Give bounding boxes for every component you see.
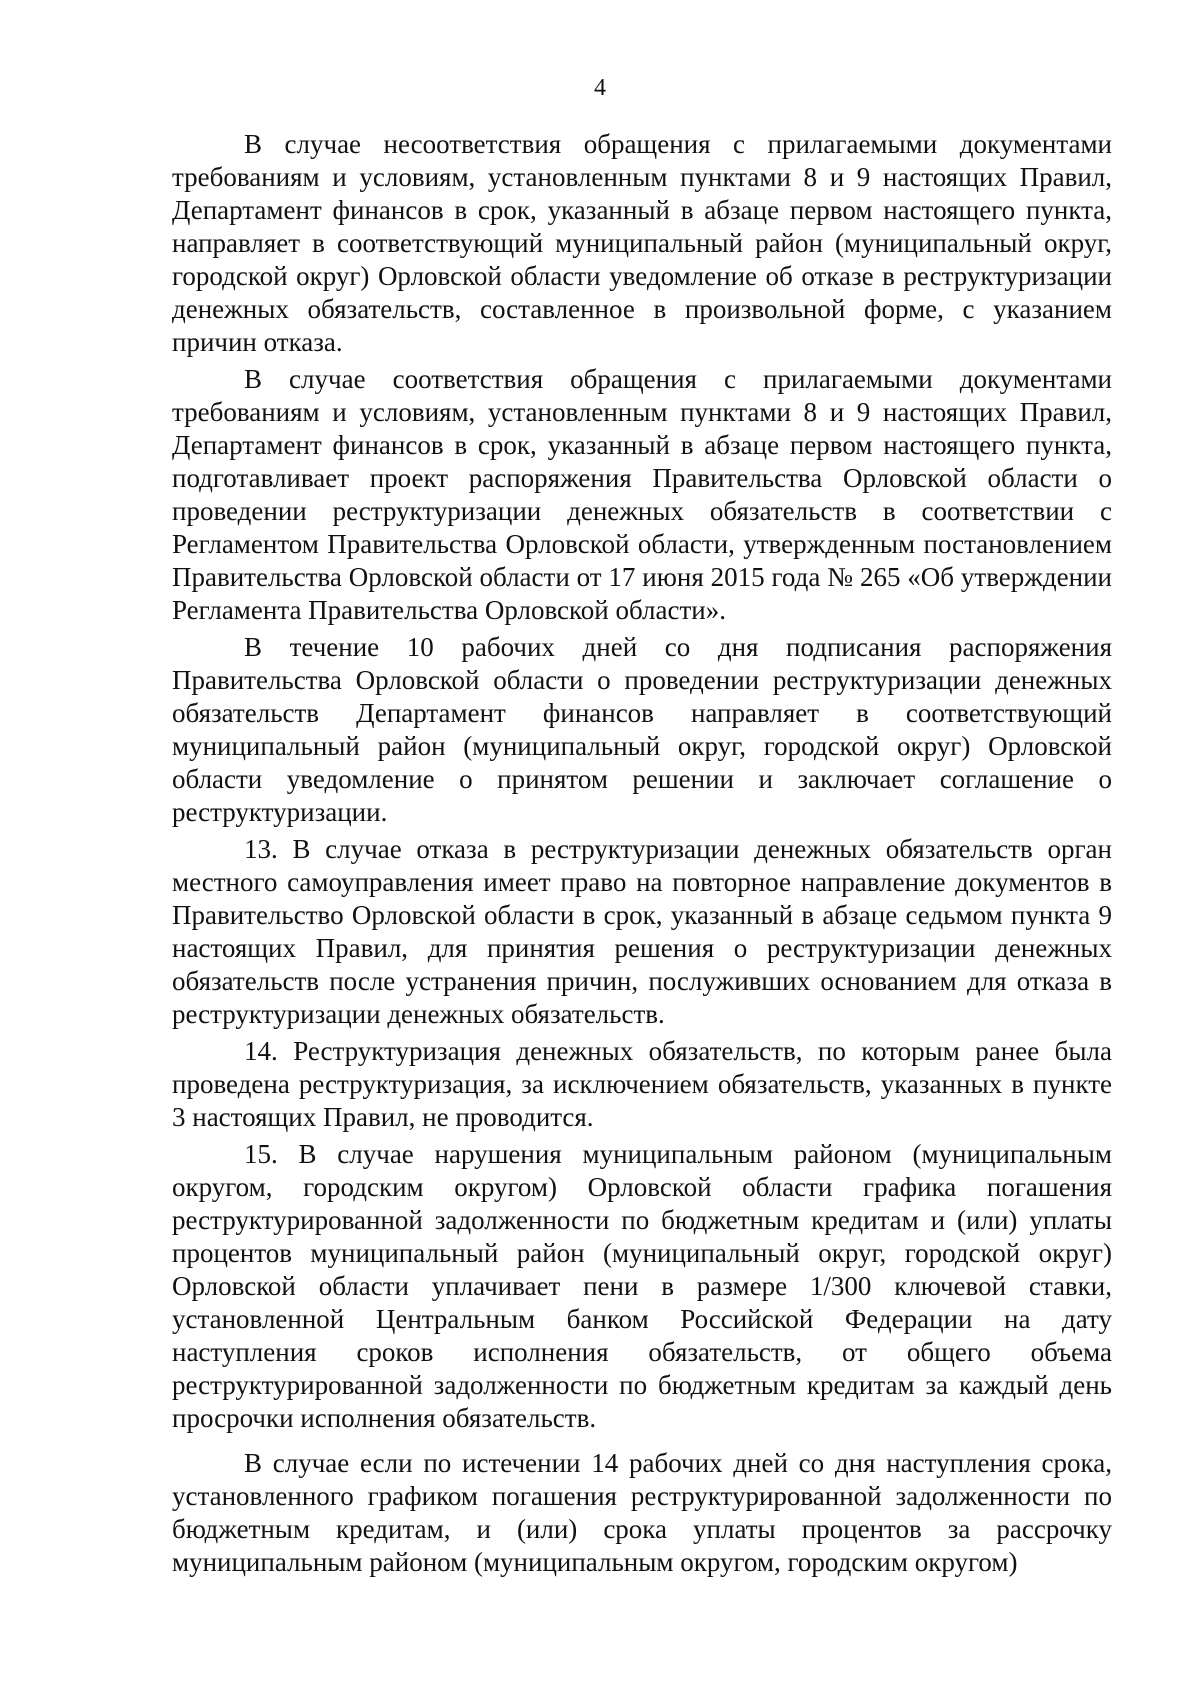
paragraph-refusal-notice: В случае несоответствия обращения с прилагаемыми документами требованиям и условиям, установленным пунктами 8 и 9 настоящих Правил, Департамент финансов в срок, указанный в абзаце первом настоящего пункта, направляет в соответствующий муниципальный район (муниципальный округ, городской округ) Орловской области уведомление об отказе в реструктуризации денежных обязательств, составленное в произвольной форме, с указанием причин отказа. <box>172 129 1112 357</box>
page-number: 4 <box>594 75 606 101</box>
paragraph-item-14: 14. Реструктуризация денежных обязательств, по которым ранее была проведена реструктуризация, за исключением обязательств, указанных в пункте 3 настоящих Правил, не проводится. <box>172 1036 1112 1132</box>
paragraph-item-13: 13. В случае отказа в реструктуризации денежных обязательств орган местного самоуправления имеет право на повторное направление документов в Правительство Орловской области в срок, указанный в абзаце седьмом пункта 9 настоящих Правил, для принятия решения о реструктуризации денежных обязательств после устранения причин, послуживших основанием для отказа в реструктуризации денежных обязательств. <box>172 834 1112 1029</box>
document-body <box>172 128 1112 1579</box>
paragraph-item-15: 15. В случае нарушения муниципальным районом (муниципальным округом, городским округом) Орловской области графика погашения реструктурированной задолженности по бюджетным кредитам и (или) уплаты процентов муниципальный район (муниципальный округ, городской округ) Орловской области уплачивает пени в размере 1/300 ключевой ставки, установленной Центральным банком Российской Федерации на дату наступления сроков исполнения обязательств, от общего объема реструктурированной задолженности по бюджетным кредитам за каждый день просрочки исполнения обязательств. <box>172 1139 1112 1433</box>
paragraph-overdue: В случае если по истечении 14 рабочих дней со дня наступления срока, установленного графиком погашения реструктурированной задолженности по бюджетным кредитам, и (или) срока уплаты процентов за рассрочку муниципальным районом (муниципальным округом, городским округом) <box>172 1448 1112 1577</box>
paragraph-draft-order: В случае соответствия обращения с прилагаемыми документами требованиям и условиям, установленным пунктами 8 и 9 настоящих Правил, Департамент финансов в срок, указанный в абзаце первом настоящего пункта, подготавливает проект распоряжения Правительства Орловской области о проведении реструктуризации денежных обязательств в соответствии с Регламентом Правительства Орловской области, утвержденным постановлением Правительства Орловской области от 17 июня 2015 года № 265 «Об утверждении Регламента Правительства Орловской области». <box>172 364 1112 625</box>
paragraph-agreement: В течение 10 рабочих дней со дня подписания распоряжения Правительства Орловской области о проведении реструктуризации денежных обязательств Департамент финансов направляет в соответствующий муниципальный район (муниципальный округ, городской округ) Орловской области уведомление о принятом решении и заключает соглашение о реструктуризации. <box>172 632 1112 827</box>
